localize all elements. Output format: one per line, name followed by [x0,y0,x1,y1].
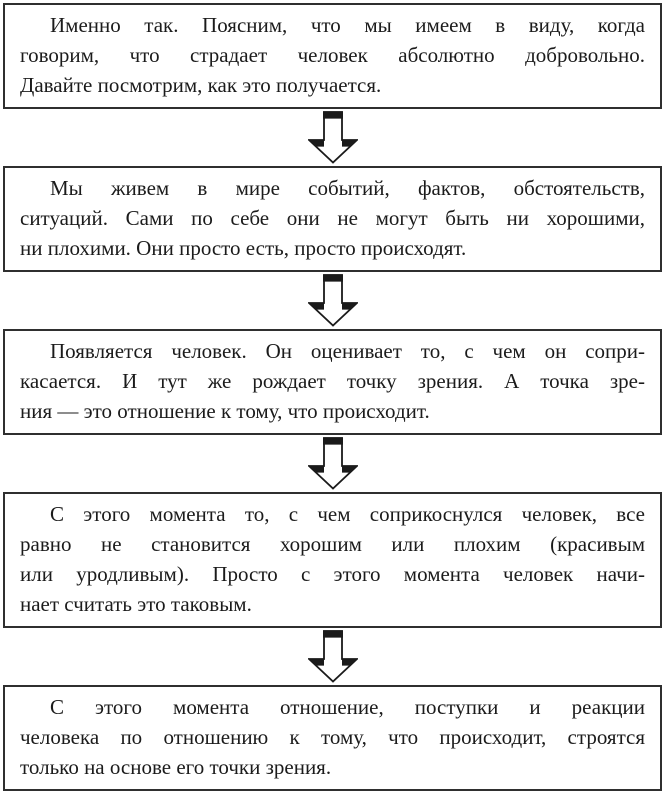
box-line: или уродливым). Просто с этого момента человек начи- [20,562,645,586]
down-arrow-icon [308,274,358,327]
flow-box-4 [3,492,662,628]
arrow-connector [3,630,662,683]
box-line: Мы живем в мире событий, фактов, обстоятельств, [50,176,645,200]
box-line: нает считать это таковым. [20,592,252,616]
box-line: ситуаций. Сами по себе они не могут быть ни хорошими, [20,206,645,230]
box-line: равно не становится хорошим или плохим (красивым [20,532,645,556]
flow-box-3 [3,329,662,435]
box-line: человека по отношению к тому, что происходит, строятся [20,725,645,749]
down-arrow-icon [308,630,358,683]
box-line: Появляется человек. Он оценивает то, с чем он сопри- [50,339,645,363]
box-line: касается. И тут же рождает точку зрения. А точка зре- [20,369,645,393]
flow-box-2 [3,166,662,272]
flow-box-1 [3,3,662,109]
down-arrow-icon [308,437,358,490]
box-line: ни плохими. Они просто есть, просто происходят. [20,236,467,260]
box-line: ния — это отношение к тому, что происходит. [20,399,430,423]
arrow-connector [3,437,662,490]
box-line: С этого момента отношение, поступки и реакции [50,695,645,719]
flow-box-5 [3,685,662,791]
box-line: только на основе его точки зрения. [20,755,332,779]
down-arrow-icon [308,111,358,164]
box-line: говорим, что страдает человек абсолютно добровольно. [20,43,645,67]
box-line: С этого момента то, с чем соприкоснулся человек, все [50,502,645,526]
box-line: Именно так. Поясним, что мы имеем в виду, когда [50,13,645,37]
box-line: Давайте посмотрим, как это получается. [20,73,382,97]
arrow-connector [3,111,662,164]
flowchart [3,3,662,791]
arrow-connector [3,274,662,327]
